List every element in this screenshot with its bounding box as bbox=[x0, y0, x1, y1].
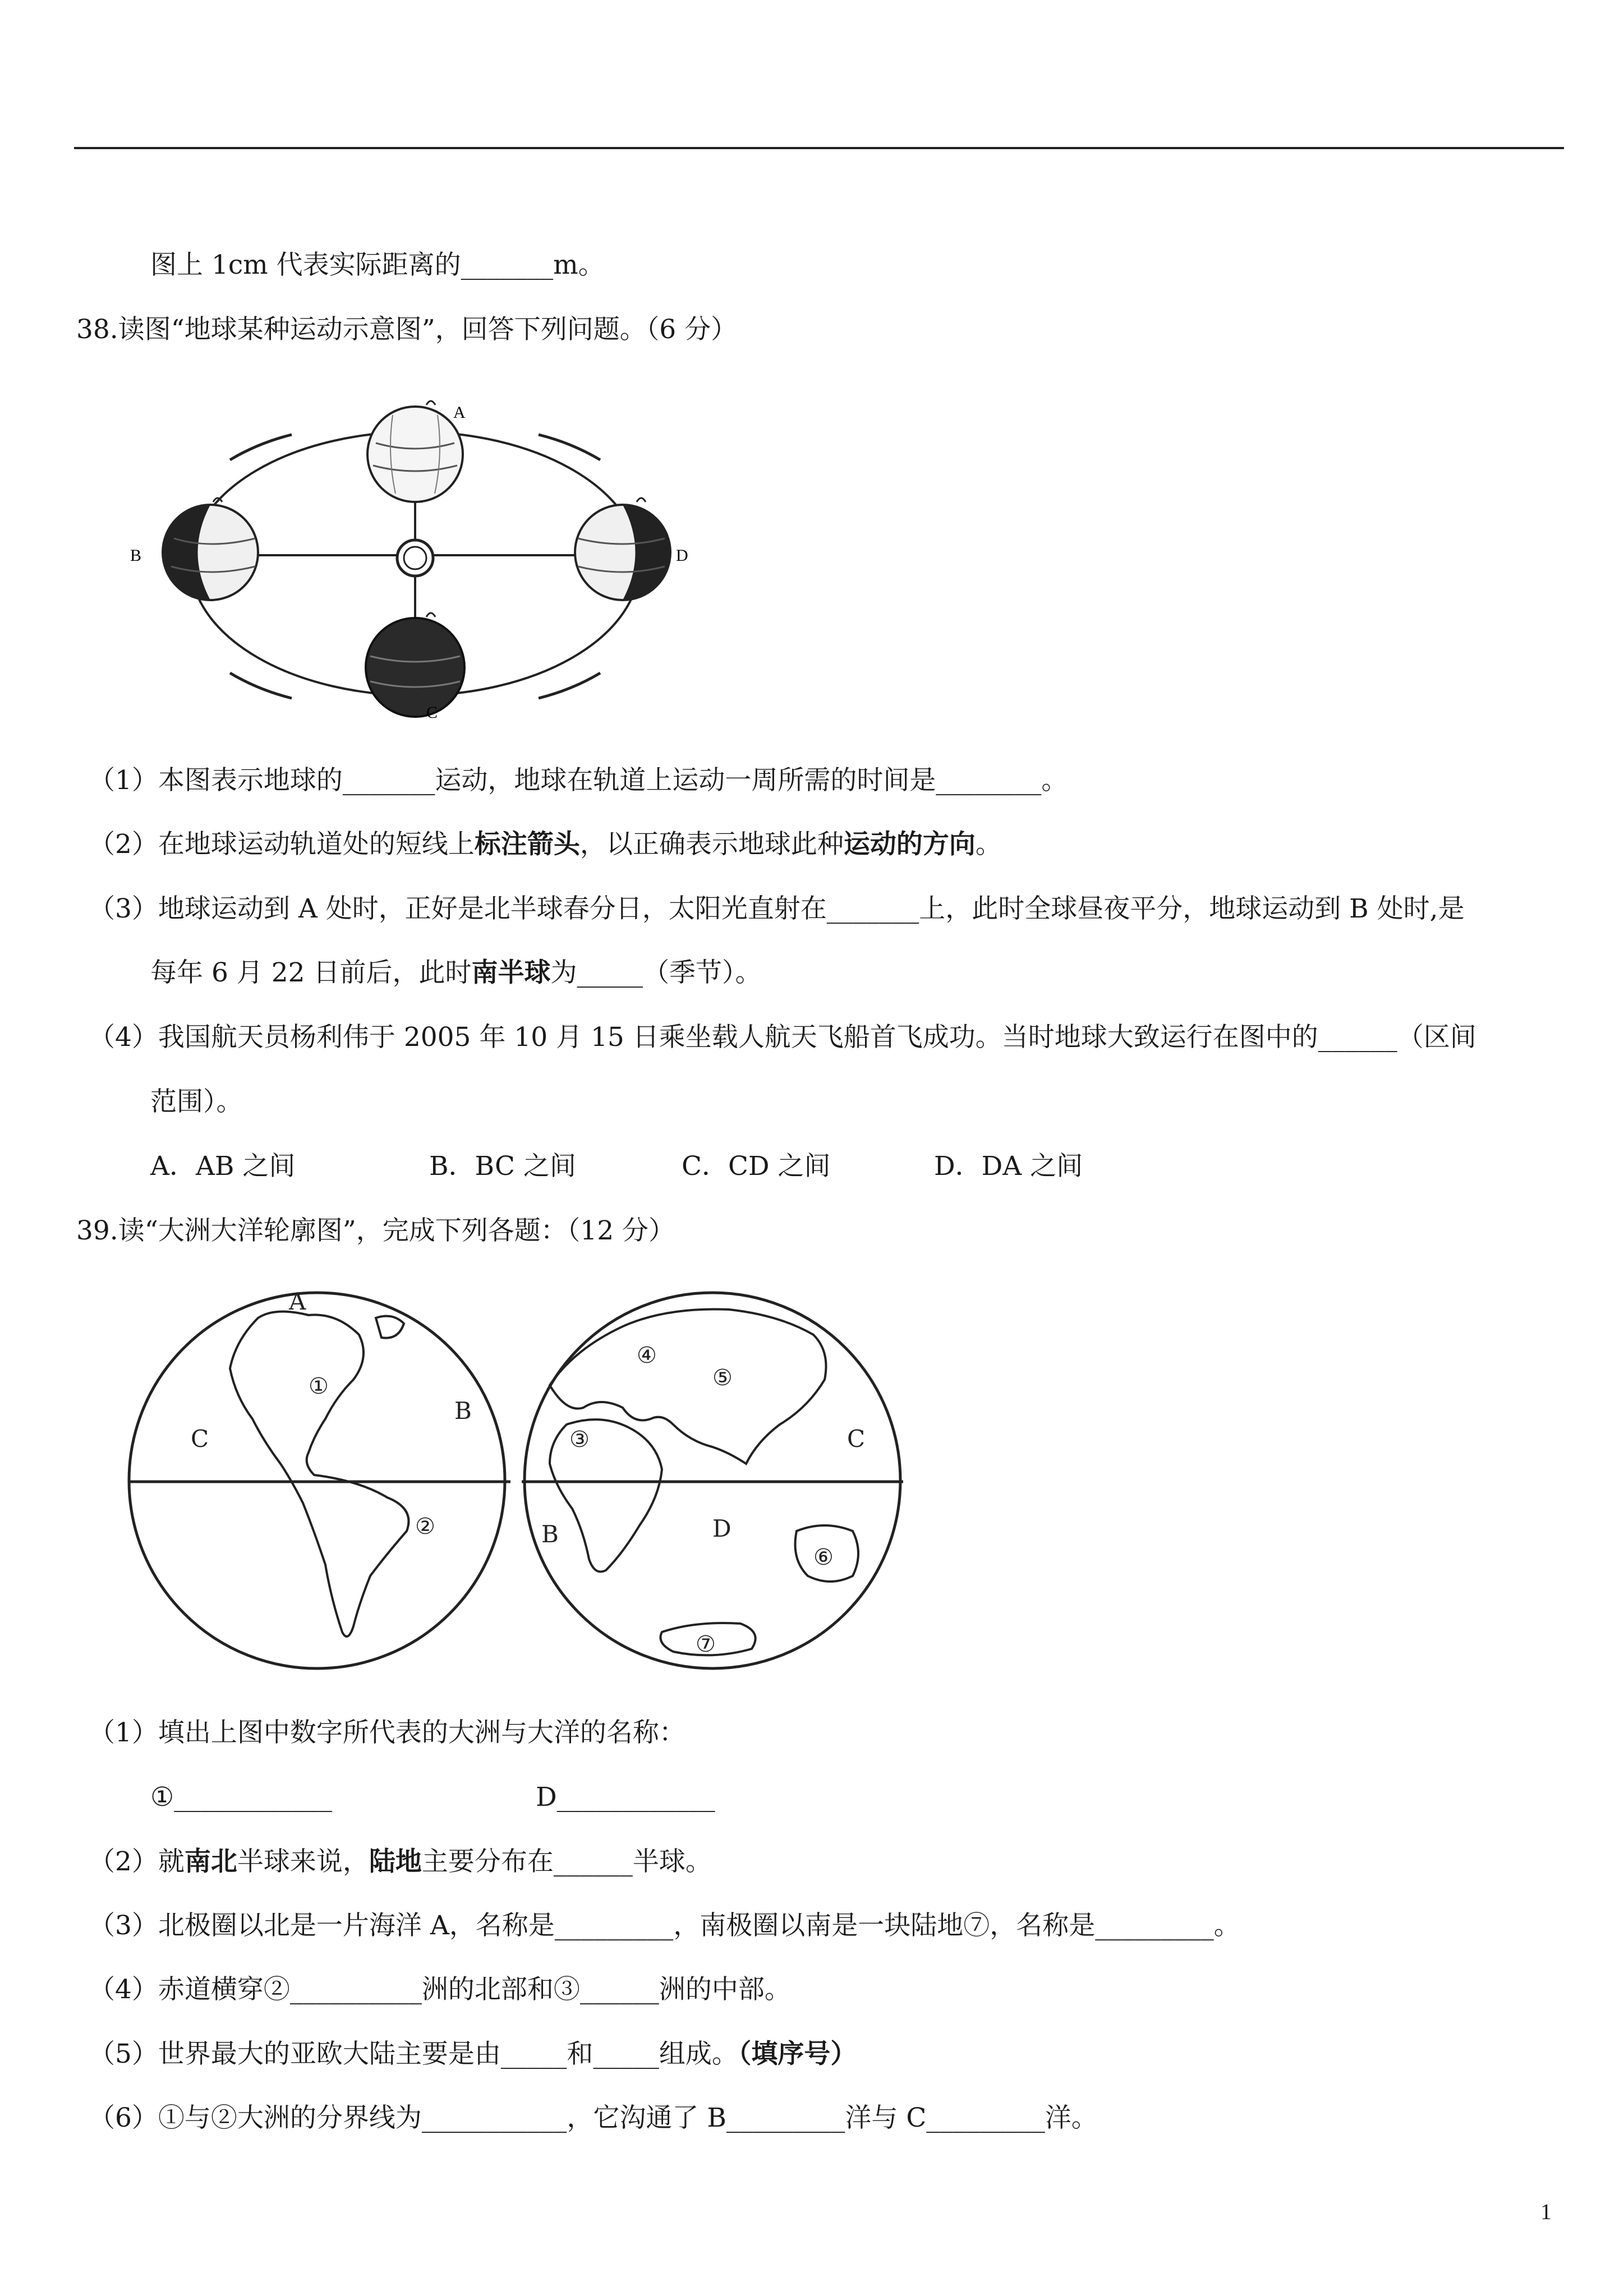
earth-a-icon bbox=[367, 407, 463, 502]
map-label-5: ⑤ bbox=[712, 1365, 733, 1391]
earth-d-icon bbox=[575, 505, 670, 600]
label-a: A bbox=[453, 403, 466, 422]
q38-title: 38.读图“地球某种运动示意图”，回答下列问题。（6 分） bbox=[76, 314, 738, 345]
q37-tail: 图上 1cm 代表实际距离的_______m。 bbox=[150, 250, 605, 280]
earth-c-icon bbox=[366, 618, 464, 717]
map-label-3: ③ bbox=[569, 1427, 590, 1453]
map-label-b-left: B bbox=[454, 1397, 472, 1424]
map-label-4: ④ bbox=[637, 1343, 657, 1368]
header-rule bbox=[74, 147, 1564, 149]
map-label-c-right: C bbox=[847, 1425, 866, 1453]
label-d: D bbox=[676, 546, 688, 565]
continents-oceans-map bbox=[123, 1284, 909, 1677]
q38-s3-line2: 每年 6 月 22 日前后，此时南半球为_____（季节）。 bbox=[150, 957, 762, 988]
map-label-a: A bbox=[289, 1288, 306, 1315]
q39-s5: （5）世界最大的亚欧大陆主要是由_____和_____组成。（填序号） bbox=[89, 2039, 857, 2069]
label-c: C bbox=[426, 703, 438, 722]
q39-s2: （2）就南北半球来说，陆地主要分布在______半球。 bbox=[89, 1846, 712, 1877]
q38-s3-line1: （3）地球运动到 A 处时，正好是北半球春分日，太阳光直射在_______上，此时全球昼夜平分，地球运动到 B 处时,是 bbox=[89, 893, 1465, 924]
q39-s4: （4）赤道横穿②__________洲的北部和③______洲的中部。 bbox=[89, 1974, 791, 2005]
q39-title: 39.读“大洲大洋轮廓图”，完成下列各题：（12 分） bbox=[76, 1215, 675, 1246]
earth-revolution-figure bbox=[123, 359, 712, 729]
map-label-6: ⑥ bbox=[813, 1545, 834, 1570]
option-b: B．BC 之间 bbox=[429, 1151, 576, 1182]
q39-s1-blank2: D____________ bbox=[536, 1782, 715, 1813]
option-d: D．DA 之间 bbox=[934, 1151, 1083, 1182]
q38-s4-line2: 范围）。 bbox=[150, 1086, 243, 1117]
map-label-7: ⑦ bbox=[696, 1631, 716, 1657]
q39-s3: （3）北极圈以北是一片海洋 A，名称是_________，南极圈以南是一块陆地⑦，名称是_________。 bbox=[89, 1910, 1240, 1941]
q39-s6: （6）①与②大洲的分界线为___________，它沟通了 B_________洋与 C_________洋。 bbox=[89, 2103, 1098, 2133]
americas-outline bbox=[230, 1312, 408, 1636]
map-label-1: ① bbox=[309, 1373, 329, 1399]
q38-s2: （2）在地球运动轨道处的短线上标注箭头，以正确表示地球此种运动的方向。 bbox=[89, 829, 1002, 860]
q38-s4-line1: （4）我国航天员杨利伟于 2005 年 10 月 15 日乘坐载人航天飞船首飞成功。当时地球大致运行在图中的______（区间 bbox=[89, 1022, 1476, 1053]
option-a: A．AB 之间 bbox=[150, 1151, 296, 1182]
earth-b-icon bbox=[163, 505, 258, 600]
option-c: C．CD 之间 bbox=[682, 1151, 831, 1182]
q38-s1: （1）本图表示地球的_______运动，地球在轨道上运动一周所需的时间是________。 bbox=[89, 765, 1068, 796]
map-label-2: ② bbox=[415, 1514, 435, 1539]
map-label-d: D bbox=[712, 1515, 732, 1542]
page-number: 1 bbox=[1540, 2199, 1552, 2224]
q39-s1: （1）填出上图中数字所代表的大洲与大洋的名称： bbox=[89, 1717, 686, 1748]
label-b: B bbox=[130, 546, 142, 565]
q39-s1-blank1: ①____________ bbox=[150, 1782, 333, 1813]
map-label-c-left: C bbox=[191, 1425, 209, 1453]
map-label-b-right: B bbox=[541, 1520, 559, 1548]
